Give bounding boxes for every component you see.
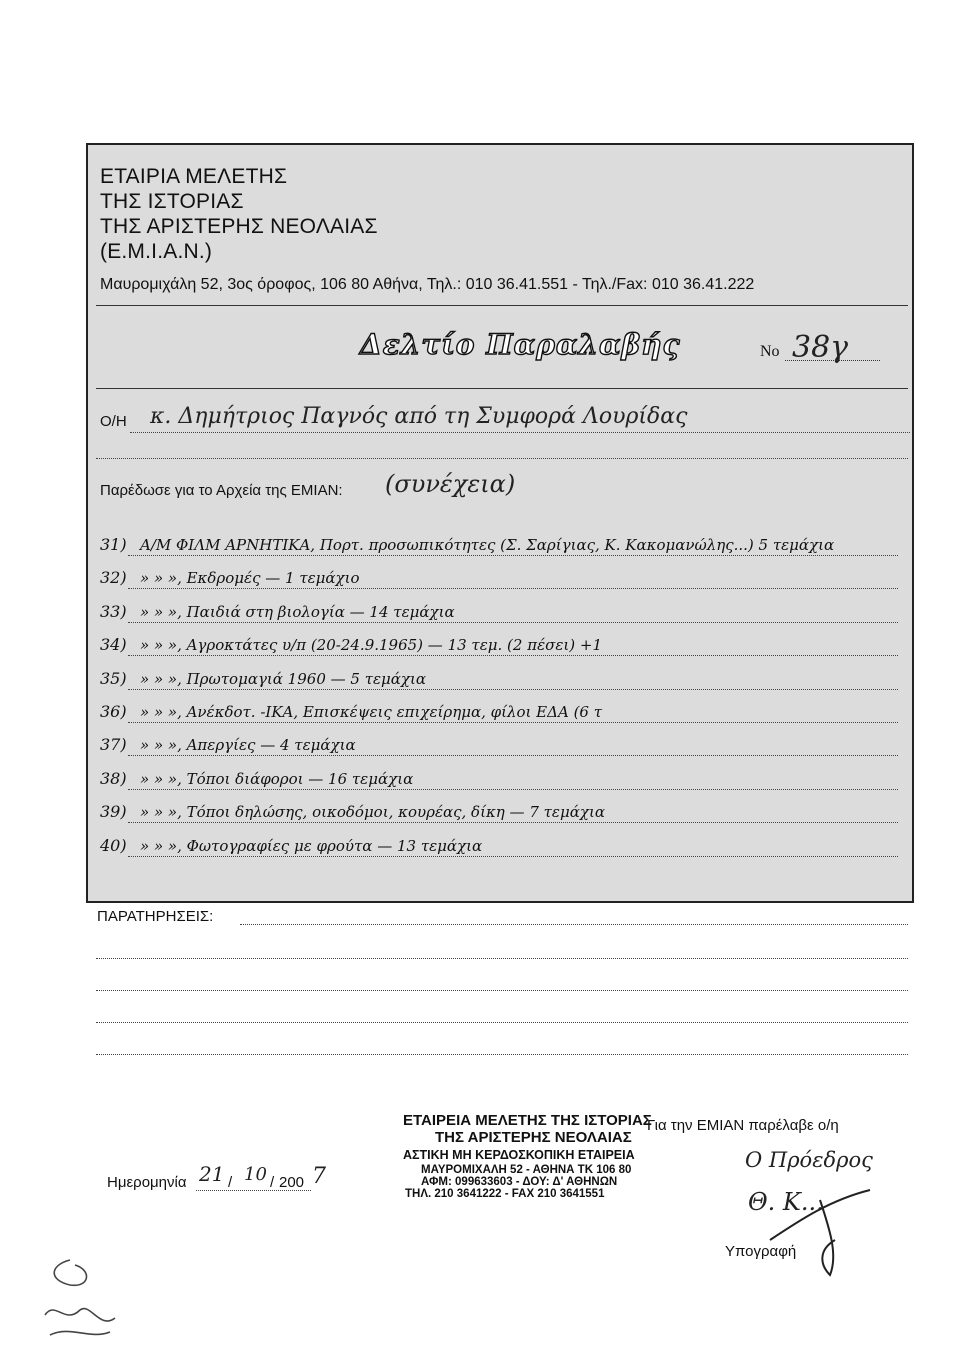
- date-label: Ημερομηνία: [107, 1174, 187, 1191]
- item-number: 36): [100, 702, 127, 721]
- item-dotted-line: [128, 555, 898, 556]
- remarks-line: [96, 990, 908, 991]
- item-description: » » », Φωτογραφίες με φρούτα — 13 τεμάχια: [140, 836, 483, 855]
- org-name-line4: (Ε.Μ.Ι.Α.Ν.): [100, 240, 213, 263]
- date-dots: [196, 1190, 311, 1191]
- receiver-name: Θ. Κ...: [748, 1188, 824, 1216]
- date-month: 10: [244, 1164, 267, 1185]
- org-address: Μαυρομιχάλη 52, 3ος όροφος, 106 80 Αθήνα, Τηλ.: 010 36.41.551 - Τηλ./Fax: 010 36.41.222: [100, 276, 755, 293]
- item-description: » » », Εκδρομές — 1 τεμάχιο: [140, 569, 360, 588]
- stamp-line3: ΑΣΤΙΚΗ ΜΗ ΚΕΡΔΟΣΚΟΠΙΚΗ ΕΤΑΙΡΕΙΑ: [403, 1148, 635, 1162]
- receiver-role: Ο Πρόεδρος: [745, 1148, 873, 1172]
- from-value: κ. Δημήτριος Παγνός από τη Συμφορά Λουρίδας: [150, 404, 688, 429]
- remarks-line: [96, 958, 908, 959]
- remarks-label: ΠΑΡΑΤΗΡΗΣΕΙΣ:: [97, 908, 214, 925]
- delivered-value: (συνέχεια): [385, 470, 516, 498]
- date-year-suffix: 7: [312, 1164, 326, 1189]
- signature-label: Υπογραφή: [725, 1243, 797, 1260]
- item-description: » » », Τόποι δηλώσης, οικοδόμοι, κουρέας, δίκη — 7 τεμάχια: [140, 803, 605, 822]
- receiver-label: Για την ΕΜΙΑΝ παρέλαβε ο/η: [647, 1117, 839, 1134]
- from-label: Ο/Η: [100, 413, 127, 430]
- divider: [96, 305, 908, 306]
- divider: [96, 388, 908, 389]
- from-dots-2: [96, 458, 908, 459]
- item-dotted-line: [128, 655, 898, 656]
- item-dotted-line: [128, 822, 898, 823]
- item-number: 39): [100, 802, 127, 822]
- item-description: » » », Παιδιά στη βιολογία — 14 τεμάχια: [140, 602, 455, 621]
- item-description: » » », Πρωτομαγιά 1960 — 5 τεμάχια: [140, 669, 427, 688]
- item-number: 37): [100, 735, 127, 755]
- item-description: Α/Μ ΦΙΛΜ ΑΡΝΗΤΙΚΑ, Πορτ. προσωπικότητες (Σ. Σαρίγιας, Κ. Κακομανώλης...) 5 τεμάχια: [140, 536, 835, 554]
- item-number: 31): [100, 535, 127, 554]
- item-dotted-line: [128, 622, 898, 623]
- delivered-label: Παρέδωσε για το Αρχεία της ΕΜΙΑΝ:: [100, 482, 343, 499]
- remarks-line: [96, 1022, 908, 1023]
- item-description: » » », Αγροκτάτες υ/π (20-24.9.1965) — 13 τεμ. (2 πέσει) +1: [140, 636, 603, 655]
- stamp-line5: ΑΦΜ: 099633603 - ΔΟΥ: Δ' ΑΘΗΝΩΝ: [421, 1176, 618, 1188]
- stamp-line2: ΤΗΣ ΑΡΙΣΤΕΡΗΣ ΝΕΟΛΑΙΑΣ: [435, 1129, 632, 1146]
- item-number: 40): [100, 835, 127, 855]
- org-name-line3: ΤΗΣ ΑΡΙΣΤΕΡΗΣ ΝΕΟΛΑΙΑΣ: [100, 215, 378, 238]
- item-dotted-line: [128, 588, 898, 589]
- number-label: No: [760, 343, 780, 360]
- item-dotted-line: [128, 689, 898, 690]
- item-number: 32): [100, 568, 127, 588]
- item-description: » » », Ανέκδοτ. -ΙΚΑ, Επισκέψεις επιχείρημα, φίλοι ΕΔΑ (6 τ: [140, 703, 603, 721]
- stamp-line4: ΜΑΥΡΟΜΙΧΑΛΗ 52 - ΑΘΗΝΑ ΤΚ 106 80: [421, 1164, 632, 1176]
- item-number: 38): [100, 768, 127, 788]
- item-description: » » », Τόποι διάφοροι — 16 τεμάχια: [140, 769, 414, 788]
- org-name-line1: ΕΤΑΙΡΙΑ ΜΕΛΕΤΗΣ: [100, 165, 288, 188]
- margin-scribble: [30, 1240, 140, 1350]
- document-title: Δελτίο Παραλαβής: [360, 328, 681, 361]
- stamp-line1: ΕΤΑΙΡΕΙΑ ΜΕΛΕΤΗΣ ΤΗΣ ΙΣΤΟΡΙΑΣ: [403, 1112, 652, 1129]
- number-value: 38γ: [792, 330, 849, 365]
- organization-stamp: [403, 1112, 652, 1200]
- date-day: 21: [199, 1162, 225, 1186]
- item-description: » » », Απεργίες — 4 τεμάχια: [140, 736, 356, 755]
- remarks-line: [96, 1054, 908, 1055]
- remarks-line: [240, 924, 908, 925]
- signature-mark: [760, 1180, 900, 1280]
- number-dots: [785, 360, 880, 361]
- item-number: 33): [100, 601, 127, 621]
- item-dotted-line: [128, 755, 898, 756]
- stamp-line6: ΤΗΛ. 210 3641222 - FAX 210 3641551: [405, 1188, 605, 1200]
- org-name-line2: ΤΗΣ ΙΣΤΟΡΙΑΣ: [100, 190, 244, 213]
- item-dotted-line: [128, 722, 898, 723]
- date-sep: /: [270, 1174, 275, 1191]
- date-sep: /: [228, 1174, 233, 1191]
- date-year-prefix: 200: [279, 1174, 305, 1191]
- item-dotted-line: [128, 789, 898, 790]
- from-dots: [130, 432, 910, 433]
- item-number: 34): [100, 635, 127, 655]
- item-number: 35): [100, 668, 127, 688]
- item-dotted-line: [128, 856, 898, 857]
